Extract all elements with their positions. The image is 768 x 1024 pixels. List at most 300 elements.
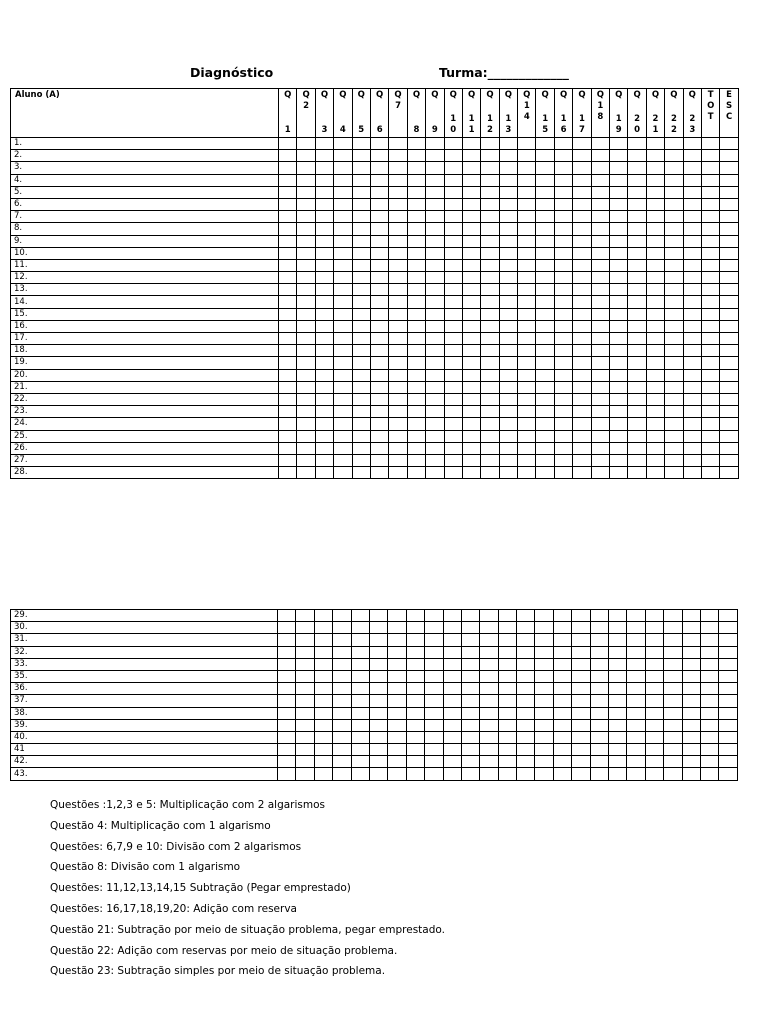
answer-cell[interactable] [334,284,352,296]
answer-cell[interactable] [499,430,517,442]
answer-cell[interactable] [645,707,663,719]
answer-cell[interactable] [610,320,628,332]
answer-cell[interactable] [462,418,480,430]
answer-cell[interactable] [407,418,425,430]
answer-cell[interactable] [590,707,608,719]
answer-cell[interactable] [461,744,479,756]
answer-cell[interactable] [573,442,591,454]
answer-cell[interactable] [407,186,425,198]
answer-cell[interactable] [646,235,664,247]
student-name-cell[interactable]: 23. [11,406,279,418]
answer-cell[interactable] [535,744,553,756]
answer-cell[interactable] [314,707,332,719]
answer-cell[interactable] [297,223,315,235]
answer-cell[interactable] [351,731,369,743]
answer-cell[interactable] [370,198,388,210]
student-name-cell[interactable]: 20. [11,369,279,381]
answer-cell[interactable] [610,296,628,308]
answer-cell[interactable] [297,454,315,466]
answer-cell[interactable] [370,138,388,150]
answer-cell[interactable] [665,247,683,259]
answer-cell[interactable] [627,683,645,695]
answer-cell[interactable] [720,333,738,345]
answer-cell[interactable] [315,138,333,150]
answer-cell[interactable] [498,756,516,768]
answer-cell[interactable] [572,719,590,731]
answer-cell[interactable] [518,272,536,284]
answer-cell[interactable] [279,259,297,271]
answer-cell[interactable] [683,418,701,430]
answer-cell[interactable] [406,731,424,743]
answer-cell[interactable] [701,381,719,393]
answer-cell[interactable] [315,162,333,174]
answer-cell[interactable] [444,211,462,223]
student-name-cell[interactable]: 41 [11,744,278,756]
answer-cell[interactable] [700,634,718,646]
answer-cell[interactable] [610,235,628,247]
answer-cell[interactable] [444,223,462,235]
answer-cell[interactable] [628,320,646,332]
answer-cell[interactable] [518,211,536,223]
answer-cell[interactable] [664,670,682,682]
answer-cell[interactable] [646,357,664,369]
answer-cell[interactable] [536,442,554,454]
answer-cell[interactable] [334,235,352,247]
answer-cell[interactable] [407,320,425,332]
answer-cell[interactable] [315,272,333,284]
answer-cell[interactable] [590,695,608,707]
answer-cell[interactable] [315,406,333,418]
answer-cell[interactable] [425,719,443,731]
answer-cell[interactable] [665,272,683,284]
answer-cell[interactable] [498,744,516,756]
answer-cell[interactable] [573,333,591,345]
student-name-cell[interactable]: 30. [11,622,278,634]
answer-cell[interactable] [554,381,572,393]
answer-cell[interactable] [279,308,297,320]
answer-cell[interactable] [498,670,516,682]
answer-cell[interactable] [388,670,406,682]
answer-cell[interactable] [683,296,701,308]
answer-cell[interactable] [645,731,663,743]
answer-cell[interactable] [554,259,572,271]
answer-cell[interactable] [425,634,443,646]
answer-cell[interactable] [425,670,443,682]
answer-cell[interactable] [628,369,646,381]
answer-cell[interactable] [426,308,444,320]
answer-cell[interactable] [406,658,424,670]
answer-cell[interactable] [389,174,407,186]
answer-cell[interactable] [664,646,682,658]
answer-cell[interactable] [461,610,479,622]
answer-cell[interactable] [554,357,572,369]
answer-cell[interactable] [444,333,462,345]
answer-cell[interactable] [591,162,609,174]
answer-cell[interactable] [554,235,572,247]
answer-cell[interactable] [683,467,701,479]
answer-cell[interactable] [425,695,443,707]
student-name-cell[interactable]: 4. [11,174,279,186]
answer-cell[interactable] [370,247,388,259]
answer-cell[interactable] [701,308,719,320]
answer-cell[interactable] [352,345,370,357]
answer-cell[interactable] [499,454,517,466]
answer-cell[interactable] [352,247,370,259]
answer-cell[interactable] [628,333,646,345]
answer-cell[interactable] [369,646,387,658]
answer-cell[interactable] [518,223,536,235]
answer-cell[interactable] [334,162,352,174]
answer-cell[interactable] [609,634,627,646]
answer-cell[interactable] [461,683,479,695]
answer-cell[interactable] [627,744,645,756]
answer-cell[interactable] [462,150,480,162]
answer-cell[interactable] [334,333,352,345]
answer-cell[interactable] [481,345,499,357]
answer-cell[interactable] [535,756,553,768]
student-name-cell[interactable]: 31. [11,634,278,646]
student-name-cell[interactable]: 13. [11,284,279,296]
answer-cell[interactable] [334,357,352,369]
answer-cell[interactable] [536,235,554,247]
answer-cell[interactable] [480,683,498,695]
answer-cell[interactable] [296,707,314,719]
answer-cell[interactable] [517,670,535,682]
answer-cell[interactable] [517,707,535,719]
answer-cell[interactable] [334,406,352,418]
answer-cell[interactable] [610,393,628,405]
answer-cell[interactable] [462,138,480,150]
answer-cell[interactable] [646,162,664,174]
answer-cell[interactable] [554,442,572,454]
answer-cell[interactable] [480,670,498,682]
answer-cell[interactable] [682,695,700,707]
student-name-cell[interactable]: 39. [11,719,278,731]
answer-cell[interactable] [444,162,462,174]
answer-cell[interactable] [351,634,369,646]
answer-cell[interactable] [682,683,700,695]
answer-cell[interactable] [720,406,738,418]
answer-cell[interactable] [646,174,664,186]
answer-cell[interactable] [553,634,571,646]
answer-cell[interactable] [407,162,425,174]
answer-cell[interactable] [480,634,498,646]
answer-cell[interactable] [554,198,572,210]
answer-cell[interactable] [296,719,314,731]
answer-cell[interactable] [517,756,535,768]
answer-cell[interactable] [683,211,701,223]
answer-cell[interactable] [426,333,444,345]
answer-cell[interactable] [573,296,591,308]
answer-cell[interactable] [407,235,425,247]
answer-cell[interactable] [444,467,462,479]
answer-cell[interactable] [645,658,663,670]
answer-cell[interactable] [591,333,609,345]
answer-cell[interactable] [720,320,738,332]
answer-cell[interactable] [664,622,682,634]
answer-cell[interactable] [700,622,718,634]
answer-cell[interactable] [499,186,517,198]
answer-cell[interactable] [591,247,609,259]
answer-cell[interactable] [315,174,333,186]
answer-cell[interactable] [498,610,516,622]
answer-cell[interactable] [664,744,682,756]
answer-cell[interactable] [627,670,645,682]
answer-cell[interactable] [628,467,646,479]
answer-cell[interactable] [352,454,370,466]
answer-cell[interactable] [444,393,462,405]
answer-cell[interactable] [628,442,646,454]
answer-cell[interactable] [628,211,646,223]
answer-cell[interactable] [719,634,737,646]
answer-cell[interactable] [407,357,425,369]
answer-cell[interactable] [683,150,701,162]
answer-cell[interactable] [426,150,444,162]
answer-cell[interactable] [646,223,664,235]
answer-cell[interactable] [700,610,718,622]
answer-cell[interactable] [646,259,664,271]
answer-cell[interactable] [591,430,609,442]
answer-cell[interactable] [297,333,315,345]
answer-cell[interactable] [610,406,628,418]
answer-cell[interactable] [444,430,462,442]
answer-cell[interactable] [665,150,683,162]
answer-cell[interactable] [682,658,700,670]
answer-cell[interactable] [443,719,461,731]
answer-cell[interactable] [407,211,425,223]
answer-cell[interactable] [369,622,387,634]
answer-cell[interactable] [407,223,425,235]
answer-cell[interactable] [646,381,664,393]
answer-cell[interactable] [315,235,333,247]
answer-cell[interactable] [406,756,424,768]
answer-cell[interactable] [444,296,462,308]
answer-cell[interactable] [573,174,591,186]
answer-cell[interactable] [720,381,738,393]
answer-cell[interactable] [536,259,554,271]
answer-cell[interactable] [590,683,608,695]
answer-cell[interactable] [499,259,517,271]
answer-cell[interactable] [370,320,388,332]
answer-cell[interactable] [333,707,351,719]
answer-cell[interactable] [425,658,443,670]
answer-cell[interactable] [426,442,444,454]
answer-cell[interactable] [536,357,554,369]
student-name-cell[interactable]: 17. [11,333,279,345]
answer-cell[interactable] [407,442,425,454]
answer-cell[interactable] [407,430,425,442]
answer-cell[interactable] [590,756,608,768]
answer-cell[interactable] [719,768,737,780]
answer-cell[interactable] [425,707,443,719]
answer-cell[interactable] [518,467,536,479]
answer-cell[interactable] [536,406,554,418]
answer-cell[interactable] [389,333,407,345]
answer-cell[interactable] [499,198,517,210]
answer-cell[interactable] [701,162,719,174]
answer-cell[interactable] [370,186,388,198]
answer-cell[interactable] [665,235,683,247]
answer-cell[interactable] [572,670,590,682]
answer-cell[interactable] [665,381,683,393]
answer-cell[interactable] [462,369,480,381]
answer-cell[interactable] [315,467,333,479]
answer-cell[interactable] [573,235,591,247]
answer-cell[interactable] [701,369,719,381]
answer-cell[interactable] [610,186,628,198]
answer-cell[interactable] [443,683,461,695]
answer-cell[interactable] [369,768,387,780]
answer-cell[interactable] [462,442,480,454]
answer-cell[interactable] [461,658,479,670]
answer-cell[interactable] [591,174,609,186]
answer-cell[interactable] [333,658,351,670]
answer-cell[interactable] [683,259,701,271]
answer-cell[interactable] [682,744,700,756]
answer-cell[interactable] [553,731,571,743]
answer-cell[interactable] [518,320,536,332]
answer-cell[interactable] [351,695,369,707]
answer-cell[interactable] [683,247,701,259]
answer-cell[interactable] [518,345,536,357]
answer-cell[interactable] [389,369,407,381]
answer-cell[interactable] [499,211,517,223]
answer-cell[interactable] [388,646,406,658]
answer-cell[interactable] [646,296,664,308]
answer-cell[interactable] [665,442,683,454]
answer-cell[interactable] [498,646,516,658]
answer-cell[interactable] [553,658,571,670]
answer-cell[interactable] [388,744,406,756]
answer-cell[interactable] [369,658,387,670]
answer-cell[interactable] [628,454,646,466]
answer-cell[interactable] [683,198,701,210]
answer-cell[interactable] [720,357,738,369]
answer-cell[interactable] [279,223,297,235]
answer-cell[interactable] [279,381,297,393]
answer-cell[interactable] [700,756,718,768]
answer-cell[interactable] [407,272,425,284]
answer-cell[interactable] [333,622,351,634]
answer-cell[interactable] [553,744,571,756]
answer-cell[interactable] [573,198,591,210]
answer-cell[interactable] [388,707,406,719]
answer-cell[interactable] [352,296,370,308]
answer-cell[interactable] [462,308,480,320]
answer-cell[interactable] [554,467,572,479]
answer-cell[interactable] [573,162,591,174]
answer-cell[interactable] [297,198,315,210]
answer-cell[interactable] [499,381,517,393]
student-name-cell[interactable]: 6. [11,198,279,210]
answer-cell[interactable] [369,670,387,682]
answer-cell[interactable] [407,138,425,150]
answer-cell[interactable] [278,731,296,743]
student-name-cell[interactable]: 38. [11,707,278,719]
student-name-cell[interactable]: 3. [11,162,279,174]
answer-cell[interactable] [517,719,535,731]
answer-cell[interactable] [426,430,444,442]
answer-cell[interactable] [297,211,315,223]
answer-cell[interactable] [499,296,517,308]
answer-cell[interactable] [701,393,719,405]
answer-cell[interactable] [444,272,462,284]
answer-cell[interactable] [461,634,479,646]
answer-cell[interactable] [536,198,554,210]
answer-cell[interactable] [407,467,425,479]
answer-cell[interactable] [720,454,738,466]
answer-cell[interactable] [498,695,516,707]
answer-cell[interactable] [499,284,517,296]
answer-cell[interactable] [279,467,297,479]
answer-cell[interactable] [370,272,388,284]
answer-cell[interactable] [444,284,462,296]
answer-cell[interactable] [333,646,351,658]
answer-cell[interactable] [444,138,462,150]
answer-cell[interactable] [554,174,572,186]
answer-cell[interactable] [334,198,352,210]
answer-cell[interactable] [406,707,424,719]
answer-cell[interactable] [480,719,498,731]
answer-cell[interactable] [646,333,664,345]
answer-cell[interactable] [315,442,333,454]
answer-cell[interactable] [553,646,571,658]
answer-cell[interactable] [535,731,553,743]
student-name-cell[interactable]: 18. [11,345,279,357]
answer-cell[interactable] [296,756,314,768]
answer-cell[interactable] [279,162,297,174]
answer-cell[interactable] [700,719,718,731]
answer-cell[interactable] [279,406,297,418]
answer-cell[interactable] [388,719,406,731]
student-name-cell[interactable]: 10. [11,247,279,259]
answer-cell[interactable] [573,284,591,296]
answer-cell[interactable] [389,211,407,223]
answer-cell[interactable] [628,247,646,259]
answer-cell[interactable] [278,707,296,719]
answer-cell[interactable] [498,731,516,743]
answer-cell[interactable] [536,454,554,466]
answer-cell[interactable] [683,320,701,332]
answer-cell[interactable] [481,162,499,174]
answer-cell[interactable] [628,345,646,357]
answer-cell[interactable] [645,670,663,682]
answer-cell[interactable] [610,198,628,210]
answer-cell[interactable] [315,430,333,442]
answer-cell[interactable] [461,646,479,658]
answer-cell[interactable] [352,393,370,405]
answer-cell[interactable] [572,695,590,707]
answer-cell[interactable] [369,731,387,743]
answer-cell[interactable] [481,259,499,271]
answer-cell[interactable] [388,695,406,707]
answer-cell[interactable] [278,719,296,731]
answer-cell[interactable] [388,756,406,768]
answer-cell[interactable] [720,272,738,284]
answer-cell[interactable] [389,223,407,235]
answer-cell[interactable] [590,719,608,731]
answer-cell[interactable] [591,272,609,284]
answer-cell[interactable] [297,235,315,247]
answer-cell[interactable] [407,381,425,393]
answer-cell[interactable] [664,634,682,646]
answer-cell[interactable] [536,345,554,357]
answer-cell[interactable] [334,138,352,150]
answer-cell[interactable] [628,235,646,247]
answer-cell[interactable] [499,467,517,479]
answer-cell[interactable] [683,381,701,393]
answer-cell[interactable] [720,174,738,186]
